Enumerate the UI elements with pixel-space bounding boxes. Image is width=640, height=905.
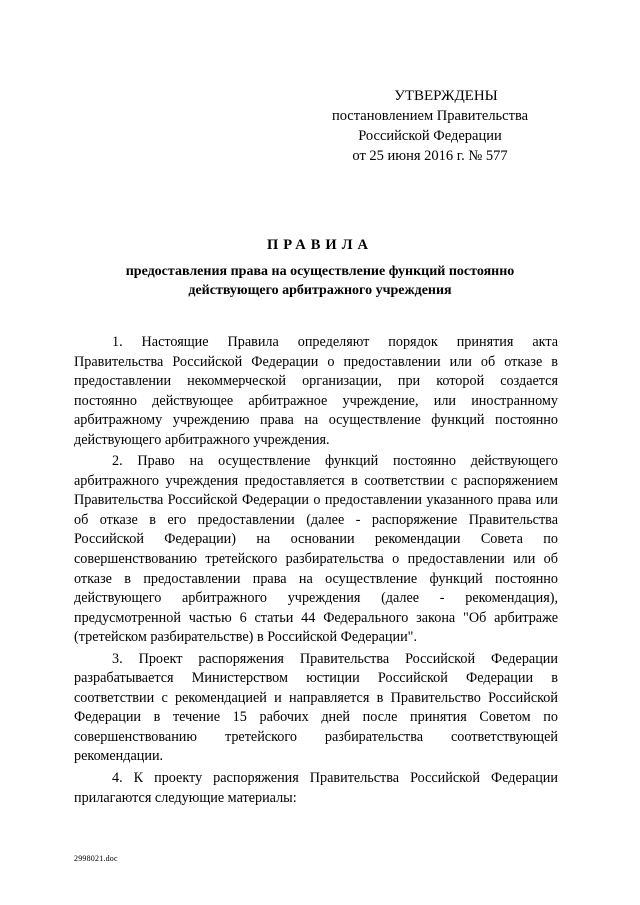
file-name-footer: 2998021.doc: [74, 854, 118, 863]
approval-country-line: Российской Федерации: [358, 128, 502, 144]
paragraph-2: 2. Право на осуществление функций постоянно действующего арбитражного учреждения предоставляется в соответствии с распоряжением Правительства Российской Федерации о предоставлении указанного права или об отказе в его предоставлении (далее - распоряжение Правительства Российской Федерации) на основании рекомендации Совета по совершенствованию третейского разбирательства о предоставлении или об отказе в предоставлении права на осуществление функций постоянно действующего арбитражного учреждения (далее - рекомендация), предусмотренной частью 6 статьи 44 Федерального закона "Об арбитраже (третейском разбирательстве) в Российской Федерации".: [74, 453, 558, 646]
approval-decree-line: постановлением Правительства: [331, 108, 529, 124]
approval-heading: УТВЕРЖДЕНЫ: [394, 88, 498, 104]
document-subtitle: предоставления права на осуществление функций постоянно действующего арбитражного учреждения: [125, 264, 515, 298]
approval-date-number-line: от 25 июня 2016 г. № 577: [352, 148, 508, 164]
paragraph-4: 4. К проекту распоряжения Правительства Российской Федерации прилагаются следующие материалы:: [74, 770, 558, 806]
paragraph-1: 1. Настоящие Правила определяют порядок принятия акта Правительства Российской Федерации о предоставлении или об отказе в предоставлении некоммерческой организации, при которой создается постоянно действующее арбитражное учреждение, или иностранному арбитражному учреждению права на осуществление функций постоянно действующего арбитражного учреждения.: [74, 334, 558, 448]
approval-block: [330, 86, 530, 166]
document-title: ПРАВИЛА: [267, 237, 373, 253]
document-body: [74, 333, 558, 810]
paragraph-3: 3. Проект распоряжения Правительства Российской Федерации разрабатывается Министерством юстиции Российской Федерации в соответствии с рекомендацией и направляется в Правительство Российской Федерации в течение 15 рабочих дней после принятия Советом по совершенствованию третейского разбирательства соответствующей рекомендации.: [74, 650, 558, 765]
